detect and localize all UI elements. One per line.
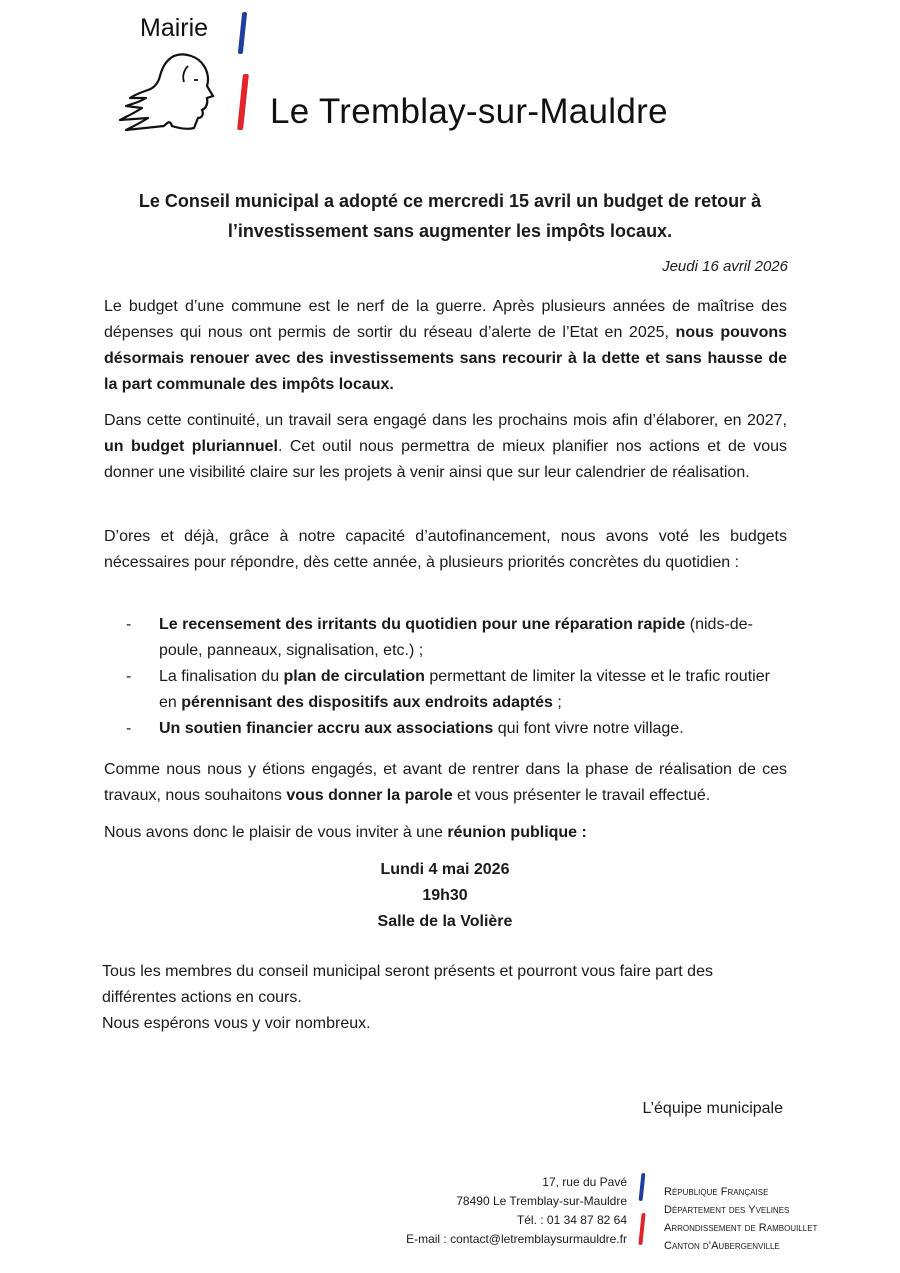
list-item-text: qui font vivre notre village. xyxy=(493,720,684,737)
paragraph-bold-text: réunion publique : xyxy=(447,824,587,841)
paragraph-text: . Cet outil nous permettra de mieux planifier nos actions et de vous donner une visibilité claire sur les projets à venir ainsi que sur leur calendrier de réalisation. xyxy=(104,438,788,481)
list-item xyxy=(126,612,788,664)
paragraph-text: Dans cette continuité, un travail sera engagé dans les prochains mois afin d’élaborer, en 2027, xyxy=(104,412,787,429)
paragraph-bold-text: vous donner la parole xyxy=(286,787,453,804)
town-name: Le Tremblay-sur-Mauldre xyxy=(270,92,668,131)
closing-line: Nous espérons vous y voir nombreux. xyxy=(102,1015,371,1032)
footer-blue-bar xyxy=(639,1173,646,1201)
list-item-text: (nids-de-poule, panneaux, signalisation, etc.) ; xyxy=(159,616,753,659)
gov-line: Arrondissement de Rambouillet xyxy=(664,1222,818,1234)
list-item-text: La finalisation du xyxy=(159,668,284,685)
email-address: E-mail : contact@letremblaysurmauldre.fr xyxy=(406,1232,627,1246)
paragraph-bold-text: nous pouvons désormais renouer avec des investissements sans recourir à la dette et sans hausse de la part communale des impôts locaux. xyxy=(104,324,788,393)
paragraph-text: Nous avons donc le plaisir de vous inviter à une xyxy=(104,824,448,841)
paragraph-engagement xyxy=(104,757,787,809)
list-item-bold: Le recensement des irritants du quotidien pour une réparation rapide xyxy=(159,616,686,633)
address-street: 17, rue du Pavé xyxy=(542,1175,627,1189)
tricolor-red-bar xyxy=(237,74,249,130)
list-item-bold: Un soutien financier accru aux associations xyxy=(159,720,494,737)
footer-red-bar xyxy=(638,1213,645,1245)
gov-line: Département des Yvelines xyxy=(664,1204,790,1216)
bullet-dash: - xyxy=(126,616,132,633)
paragraph-continuity xyxy=(104,408,787,486)
marianne-profile-icon xyxy=(112,50,222,134)
paragraph-text: D’ores et déjà, grâce à notre capacité d’autofinancement, nous avons voté les budgets nécessaires pour répondre, dès cette année, à plusieurs priorités concrètes du quotidien : xyxy=(104,528,787,571)
list-item xyxy=(126,716,788,742)
priority-list xyxy=(126,612,788,742)
list-item xyxy=(126,664,788,716)
event-details xyxy=(300,857,590,935)
list-item-bold: pérennisant des dispositifs aux endroits adaptés xyxy=(181,694,553,711)
phone-number: Tél. : 01 34 87 82 64 xyxy=(516,1213,627,1227)
address-city: 78490 Le Tremblay-sur-Mauldre xyxy=(456,1194,627,1208)
paragraph-priorities xyxy=(104,524,787,576)
closing-paragraph xyxy=(102,959,785,1037)
event-place: Salle de la Volière xyxy=(377,913,513,930)
event-time: 19h30 xyxy=(422,887,468,904)
tricolor-blue-bar xyxy=(238,12,247,54)
gov-line: République Française xyxy=(664,1186,769,1198)
bullet-dash: - xyxy=(126,668,132,685)
paragraph-bold-text: un budget pluriannuel xyxy=(104,438,278,455)
signature: L’équipe municipale xyxy=(642,1100,783,1117)
footer-government xyxy=(664,1183,817,1255)
footer-address xyxy=(406,1173,627,1249)
paragraph-budget xyxy=(104,294,787,398)
paragraph-text: et vous présenter le travail effectué. xyxy=(452,787,711,804)
bullet-dash: - xyxy=(126,720,132,737)
paragraph-text: Comme nous nous y étions engagés, et avant de rentrer dans la phase de réalisation de ces travaux, nous souhaitons xyxy=(104,761,787,804)
list-item-text: ; xyxy=(552,694,562,711)
event-date: Lundi 4 mai 2026 xyxy=(380,861,510,878)
publication-date: Jeudi 16 avril 2026 xyxy=(662,258,788,275)
closing-line: Tous les membres du conseil municipal seront présents et pourront vous faire part des différentes actions en cours. xyxy=(102,963,713,1006)
list-item-text: permettant de limiter la vitesse et le trafic routier en xyxy=(159,668,770,711)
list-item-bold: plan de circulation xyxy=(283,668,425,685)
mairie-label: Mairie xyxy=(140,14,209,42)
paragraph-text: Le budget d’une commune est le nerf de la guerre. Après plusieurs années de maîtrise des dépenses qui nous ont permis de sortir du réseau d’alerte de l’Etat en 2025, xyxy=(104,298,787,341)
paragraph-invitation xyxy=(104,820,787,846)
gov-line: Canton d’Aubergenville xyxy=(664,1240,780,1252)
headline: Le Conseil municipal a adopté ce mercredi 15 avril un budget de retour à l’investissement sans augmenter les impôts locaux. xyxy=(138,191,762,241)
